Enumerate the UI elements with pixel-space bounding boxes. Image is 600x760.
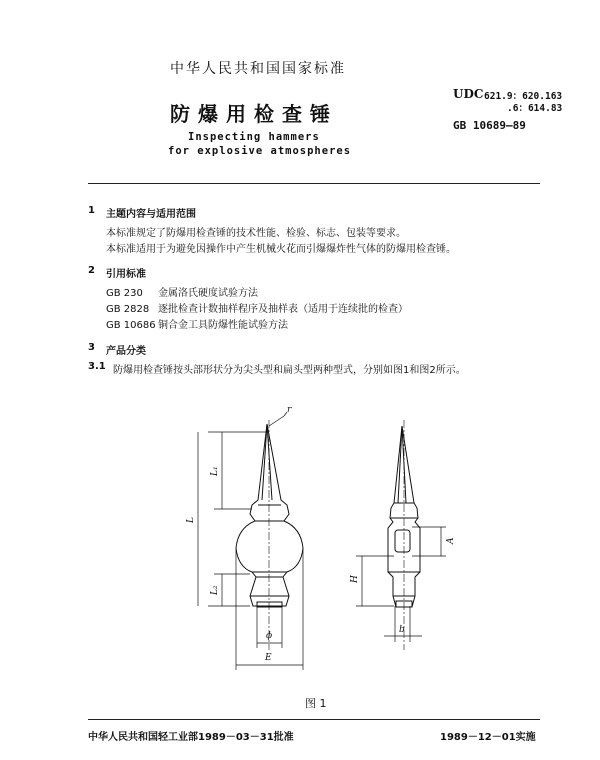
issuing-organization: 中华人民共和国国家标准 [170, 61, 346, 77]
label-e: E [265, 653, 272, 663]
reference-code: GB 230 [106, 288, 143, 299]
hammer-side-view [236, 412, 303, 650]
label-l1: L₁ [210, 466, 220, 476]
section-1-para1: 本标准规定了防爆用检查锤的技术性能、检验、标志、包装等要求。 [106, 228, 406, 239]
reference-title: 铜合金工具防爆性能试验方法 [158, 320, 288, 331]
label-h: H [350, 575, 360, 583]
reference-code: GB 2828 [106, 304, 150, 315]
hammer-front-view [388, 420, 420, 650]
udc-label: UDC [453, 87, 484, 101]
label-a: A [446, 537, 456, 544]
subsection-3-1-number: 3.1 [88, 361, 106, 372]
reference-title: 逐批检查计数抽样程序及抽样表（适用于连续批的检查） [158, 304, 408, 315]
figure-caption: 图 1 [305, 697, 327, 710]
section-2-number: 2 [88, 265, 95, 276]
label-b: b [399, 625, 405, 635]
label-r: r [287, 405, 292, 415]
standard-number: GB 10689—89 [453, 119, 526, 132]
section-3-heading: 产品分类 [106, 346, 146, 357]
document-title-cn: 防爆用检查锤 [170, 102, 338, 126]
document-title-en-line1: Inspecting hammers [188, 131, 320, 143]
section-1-para2: 本标准适用于为避免因操作中产生机械火花而引爆爆炸性气体的防爆用检查锤。 [106, 244, 456, 255]
label-l: L [186, 517, 196, 523]
udc-code-line2: .6：614.83 [507, 103, 563, 114]
footer-divider [88, 719, 540, 720]
section-2-heading: 引用标准 [106, 269, 146, 280]
implementation-date: 1989－12－01实施 [440, 732, 536, 743]
reference-title: 金属洛氏硬度试验方法 [158, 288, 258, 299]
approval-statement: 中华人民共和国轻工业部1989－03－31批准 [88, 732, 294, 743]
section-3-number: 3 [88, 342, 95, 353]
reference-code: GB 10686 [106, 320, 156, 331]
subsection-3-1-text: 防爆用检查锤按头部形状分为尖头型和扁头型两种型式，分别如图1和图2所示。 [113, 365, 466, 376]
label-l2: L₂ [210, 585, 220, 595]
document-title-en-line2: for explosive atmospheres [168, 145, 352, 157]
label-phi: ϕ [266, 631, 273, 641]
section-1-number: 1 [88, 205, 95, 216]
udc-code-line1: 621.9：620.163 [484, 91, 563, 102]
section-1-heading: 主题内容与适用范围 [106, 209, 196, 220]
